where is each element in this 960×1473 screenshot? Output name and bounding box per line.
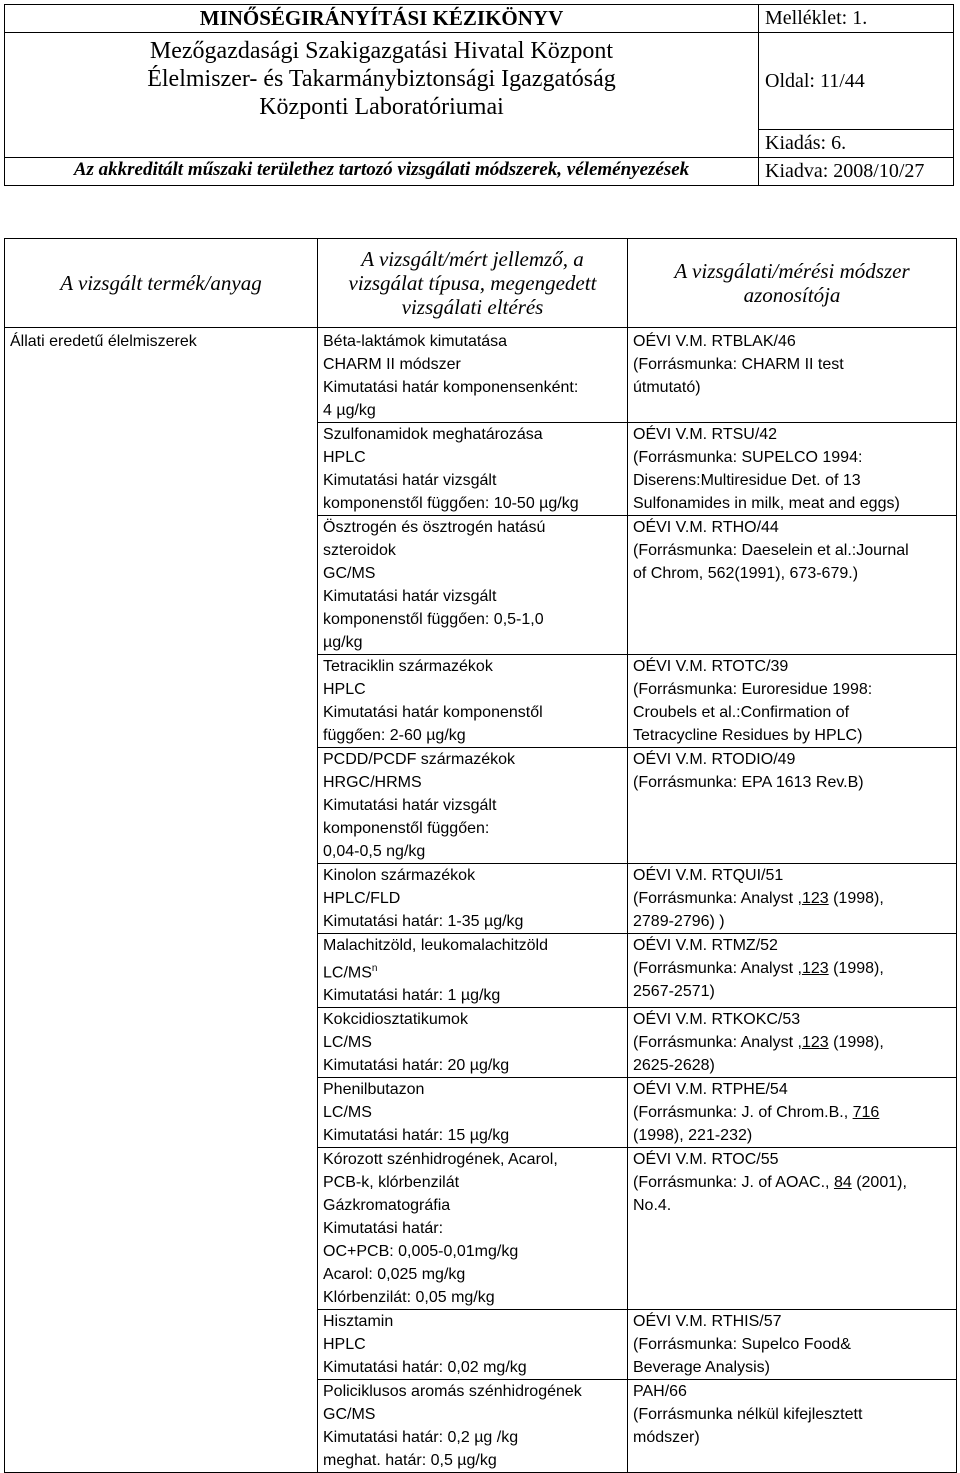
org-line-1: Mezőgazdasági Szakigazgatási Hivatal Központ xyxy=(149,38,614,64)
method-text: OÉVI V.M. RTOC/55 (Forrásmunka: J. of AOAC., xyxy=(633,1151,830,1192)
journal-volume: 716 xyxy=(852,1104,880,1122)
issue-date: Kiadva: 2008/10/27 xyxy=(759,158,954,186)
table-row xyxy=(5,328,957,423)
journal-volume: 84 xyxy=(833,1174,852,1192)
method-text: OÉVI V.M. RTPHE/54 (Forrásmunka: J. of Chrom.B., xyxy=(633,1081,849,1122)
parameter-cell: Hisztamin HPLC Kimutatási határ: 0,02 mg/kg xyxy=(318,1310,628,1380)
method-cell xyxy=(628,934,957,1008)
parameter-cell xyxy=(318,934,628,1008)
method-cell xyxy=(628,1078,957,1148)
method-cell: OÉVI V.M. RTOTC/39 (Forrásmunka: Euroresidue 1998: Croubels et al.:Confirmation of Tetracycline Residues by HPLC) xyxy=(628,655,957,748)
method-cell xyxy=(628,864,957,934)
org-line-3: Központi Laboratóriumai xyxy=(259,94,504,120)
superscript: n xyxy=(371,963,378,974)
parameter-cell: Béta-laktámok kimutatása CHARM II módszer Kimutatási határ komponensenként: 4 µg/kg xyxy=(318,328,628,423)
method-text: OÉVI V.M. RTQUI/51 (Forrásmunka: Analyst , xyxy=(633,867,802,907)
methods-table xyxy=(4,238,957,1473)
journal-volume: 123 xyxy=(801,1034,829,1052)
parameter-cell: Kinolon származékok HPLC/FLD Kimutatási határ: 1-35 µg/kg xyxy=(318,864,628,934)
parameter-cell: Policiklusos aromás szénhidrogének GC/MS Kimutatási határ: 0,2 µg /kg meghat. határ: 0,5 µg/kg xyxy=(318,1380,628,1473)
document-header xyxy=(4,4,954,186)
edition-number: Kiadás: 6. xyxy=(759,130,954,158)
parameter-cell: PCDD/PCDF származékok HRGC/HRMS Kimutatási határ vizsgált komponenstől függően: 0,04-0,5 ng/kg xyxy=(318,748,628,864)
journal-volume: 123 xyxy=(801,890,829,907)
document-subtitle: Az akkreditált műszaki területhez tartozó vizsgálati módszerek, véleményezések xyxy=(5,158,759,186)
table-header-row xyxy=(5,239,957,328)
parameter-cell: Ösztrogén és ösztrogén hatású szteroidok GC/MS Kimutatási határ vizsgált komponenstől függően: 0,5-1,0 µg/kg xyxy=(318,516,628,655)
parameter-text: Malachitzöld, leukomalachitzöld LC/MS xyxy=(323,937,548,982)
attachment-number: Melléklet: 1. xyxy=(759,5,954,33)
method-text: OÉVI V.M. RTKOKC/53 (Forrásmunka: Analyst , xyxy=(633,1011,802,1052)
parameter-cell: Kórozott szénhidrogének, Acarol, PCB-k, klórbenzilát Gázkromatográfia Kimutatási határ: OC+PCB: 0,005-0,01mg/kg Acarol: 0,025 mg/kg Klórbenzilát: 0,05 mg/kg xyxy=(318,1148,628,1310)
parameter-text: Kimutatási határ: 1 µg/kg xyxy=(323,987,501,1005)
method-cell: OÉVI V.M. RTHIS/57 (Forrásmunka: Supelco Food& Beverage Analysis) xyxy=(628,1310,957,1380)
method-cell xyxy=(628,1008,957,1078)
manual-title: MINŐSÉGIRÁNYÍTÁSI KÉZIKÖNYV xyxy=(5,5,759,33)
method-cell: OÉVI V.M. RTODIO/49 (Forrásmunka: EPA 1613 Rev.B) xyxy=(628,748,957,864)
organization-name xyxy=(5,33,759,158)
method-text: (1998), 2567-2571) xyxy=(633,960,884,1000)
parameter-cell: Phenilbutazon LC/MS Kimutatási határ: 15 µg/kg xyxy=(318,1078,628,1148)
column-header-method: A vizsgálati/mérési módszer azonosítója xyxy=(628,239,957,328)
parameter-cell: Tetraciklin származékok HPLC Kimutatási határ komponenstől függően: 2-60 µg/kg xyxy=(318,655,628,748)
parameter-cell: Szulfonamidok meghatározása HPLC Kimutatási határ vizsgált komponenstől függően: 10-50 µg/kg xyxy=(318,423,628,516)
method-text: (1998), 2789-2796) ) xyxy=(633,890,884,930)
method-text: (1998), 2625-2628) xyxy=(633,1034,884,1075)
column-header-product: A vizsgált termék/anyag xyxy=(5,239,318,328)
column-header-parameter: A vizsgált/mért jellemző, a vizsgálat típusa, megengedett vizsgálati eltérés xyxy=(318,239,628,328)
org-line-2: Élelmiszer- és Takarmánybiztonsági Igazgatóság xyxy=(147,66,616,92)
method-cell: OÉVI V.M. RTHO/44 (Forrásmunka: Daeselein et al.:Journal of Chrom, 562(1991), 673-679.) xyxy=(628,516,957,655)
method-cell: OÉVI V.M. RTSU/42 (Forrásmunka: SUPELCO 1994: Diserens:Multiresidue Det. of 13 Sulfonamides in milk, meat and eggs) xyxy=(628,423,957,516)
parameter-cell: Kokcidiosztatikumok LC/MS Kimutatási határ: 20 µg/kg xyxy=(318,1008,628,1078)
product-cell: Állati eredetű élelmiszerek xyxy=(5,328,318,1473)
method-text: (2001), No.4. xyxy=(633,1174,907,1215)
method-cell: PAH/66 (Forrásmunka nélkül kifejlesztett módszer) xyxy=(628,1380,957,1473)
page-number: Oldal: 11/44 xyxy=(759,33,954,130)
method-text: (1998), 221-232) xyxy=(633,1127,753,1145)
method-cell xyxy=(628,1148,957,1310)
method-text: OÉVI V.M. RTMZ/52 (Forrásmunka: Analyst , xyxy=(633,937,802,977)
method-cell: OÉVI V.M. RTBLAK/46 (Forrásmunka: CHARM II test útmutató) xyxy=(628,328,957,423)
journal-volume: 123 xyxy=(801,960,829,977)
